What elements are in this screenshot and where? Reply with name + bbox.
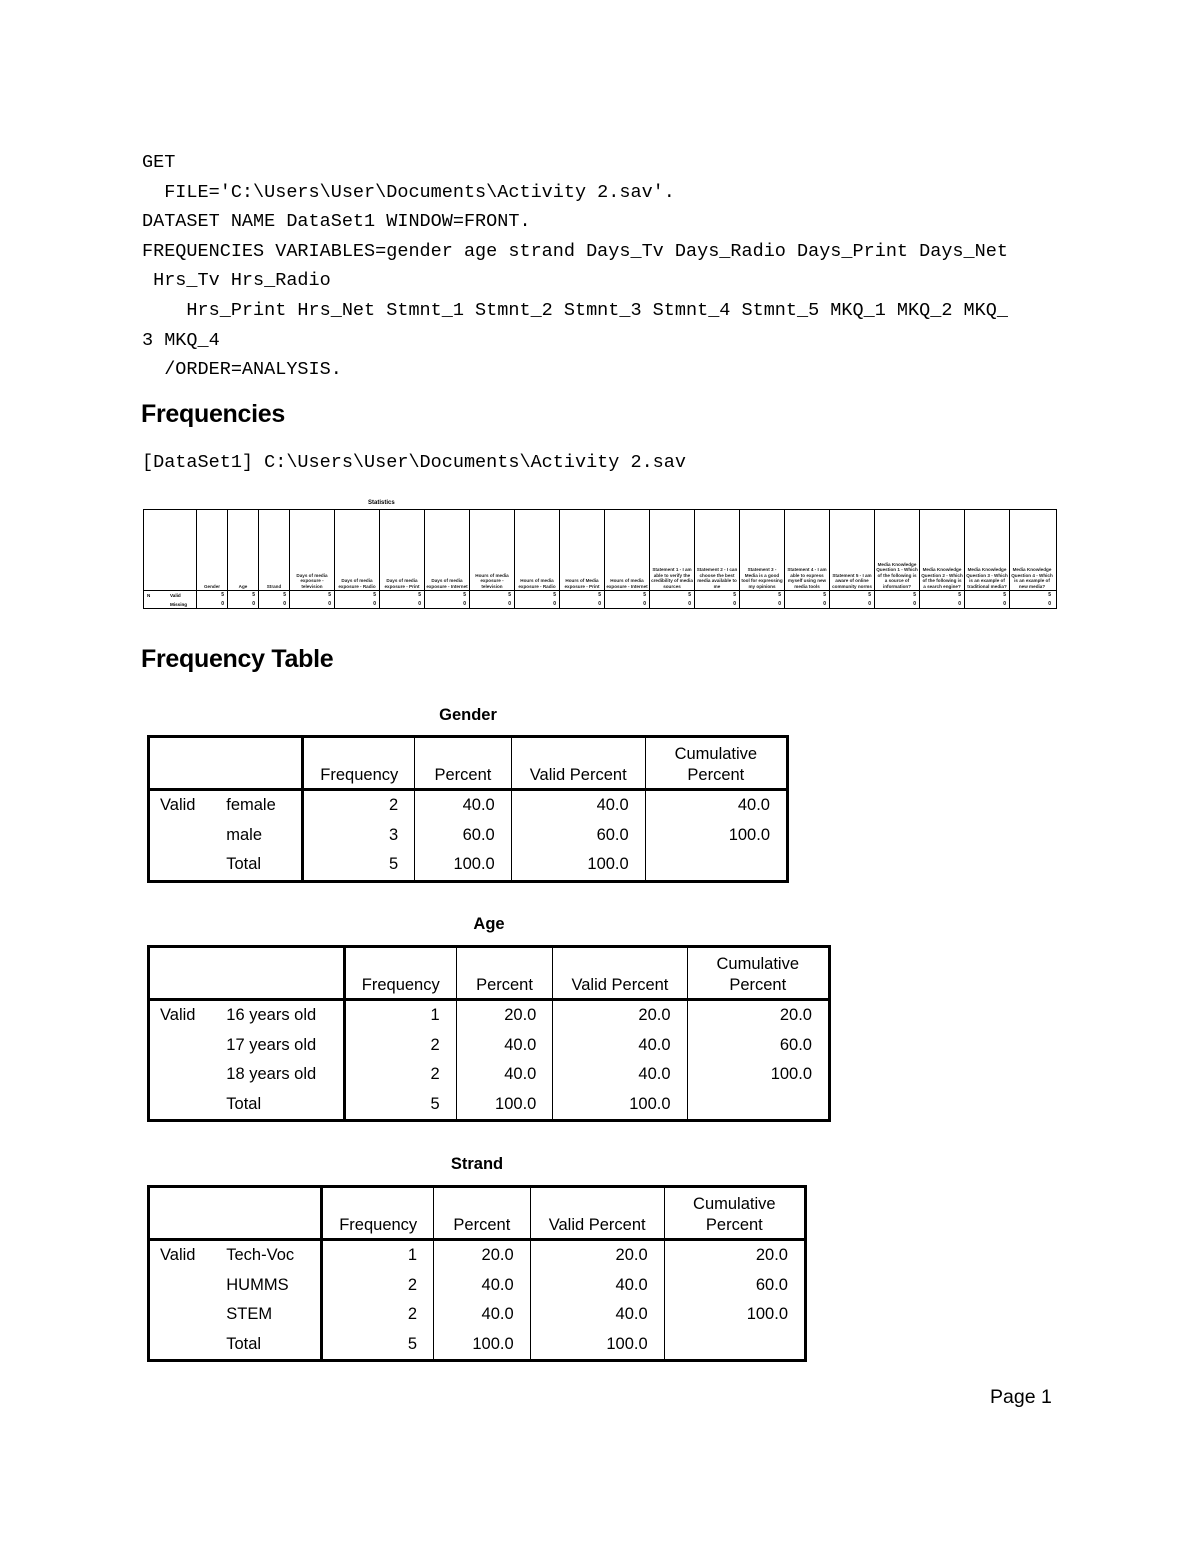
percent-header: Percent <box>434 1187 531 1240</box>
statistics-missing-value: 0 <box>913 601 916 607</box>
statistics-column <box>874 510 919 608</box>
statistics-column <box>514 510 559 608</box>
table-row: Valid 16 years old 1 20.0 20.0 20.0 <box>149 1000 830 1031</box>
statistics-missing-value: 0 <box>643 601 646 607</box>
valid-label: Valid <box>160 1006 196 1025</box>
statistics-valid-value: 5 <box>823 592 826 598</box>
syntax-line: Hrs_Print Hrs_Net Stmnt_1 Stmnt_2 Stmnt_3 Stmnt_4 Stmnt_5 MKQ_1 MKQ_2 MKQ_ <box>142 299 1008 321</box>
page-number: Page 1 <box>990 1386 1052 1408</box>
statistics-column <box>559 510 604 608</box>
statistics-valid-value: 5 <box>418 592 421 598</box>
table-row: Valid Tech-Voc 1 20.0 20.0 20.0 <box>149 1240 806 1271</box>
statistics-column-header: Days of media exposure - Internet <box>426 578 468 589</box>
statistics-column <box>739 510 784 608</box>
statistics-column-header: Gender <box>203 583 221 589</box>
table-row: Total 5 100.0 100.0 <box>149 850 788 881</box>
gender-table-title: Gender <box>439 706 497 724</box>
syntax-line: FILE='C:\Users\User\Documents\Activity 2.sav'. <box>142 181 675 203</box>
strand-table-title: Strand <box>450 1155 504 1173</box>
statistics-column-header: Statement 3 - Media is a good tool for expressing my opinions <box>741 567 783 589</box>
age-table-title: Age <box>473 915 505 933</box>
statistics-missing-value: 0 <box>688 601 691 607</box>
table-row: Total 5 100.0 100.0 <box>149 1330 806 1361</box>
table-row: 17 years old 2 40.0 40.0 60.0 <box>149 1031 830 1061</box>
frequency-header: Frequency <box>344 947 456 1000</box>
statistics-valid-value: 5 <box>643 592 646 598</box>
statistics-column <box>258 510 289 608</box>
table-header-row <box>149 737 788 790</box>
cumulative-percent-header: Cumulative Percent <box>687 947 829 1000</box>
statistics-missing-value: 0 <box>553 601 556 607</box>
statistics-valid-value: 5 <box>868 592 871 598</box>
statistics-row-n: N <box>147 593 151 598</box>
dataset-line: [DataSet1] C:\Users\User\Documents\Activity 2.sav <box>142 452 686 473</box>
statistics-caption: Statistics <box>368 500 395 506</box>
row-label: 16 years old <box>218 1000 344 1031</box>
statistics-column-header: Media Knowledge Question 2 - Which of the following is a search engine? <box>921 567 963 589</box>
row-label: female <box>218 790 303 821</box>
statistics-missing-value: 0 <box>418 601 421 607</box>
valid-percent-header: Valid Percent <box>530 1187 664 1240</box>
statistics-valid-value: 5 <box>553 592 556 598</box>
statistics-table <box>143 509 1057 609</box>
statistics-column <box>334 510 379 608</box>
row-label: HUMMS <box>218 1271 322 1301</box>
statistics-valid-value: 5 <box>913 592 916 598</box>
statistics-column <box>469 510 514 608</box>
row-label: Total <box>218 1330 322 1361</box>
statistics-valid-value: 5 <box>733 592 736 598</box>
statistics-column-header: Statement 2 - I can choose the best media available to me <box>696 567 738 589</box>
statistics-valid-value: 5 <box>598 592 601 598</box>
statistics-column-header: Statement 4 - I am able to express myself using new media tools <box>787 567 827 589</box>
statistics-missing-value: 0 <box>328 601 331 607</box>
statistics-column <box>379 510 424 608</box>
statistics-missing-value: 0 <box>252 601 255 607</box>
statistics-column <box>604 510 649 608</box>
statistics-column-header: Days of media exposure - Print <box>384 578 420 589</box>
statistics-missing-value: 0 <box>733 601 736 607</box>
statistics-column-header: Statement 1 - I am able to verify the credibility of media sources <box>651 567 693 589</box>
table-row: 18 years old 2 40.0 40.0 100.0 <box>149 1060 830 1090</box>
statistics-missing-value: 0 <box>463 601 466 607</box>
statistics-column <box>964 510 1009 608</box>
statistics-column <box>424 510 469 608</box>
statistics-missing-value: 0 <box>283 601 286 607</box>
statistics-valid-value: 5 <box>1048 592 1051 598</box>
syntax-line: Hrs_Tv Hrs_Radio <box>142 270 331 292</box>
statistics-valid-value: 5 <box>221 592 224 598</box>
statistics-column-header: Media Knowledge Question 4 - Which is an example of new media? <box>1011 567 1053 589</box>
statistics-column-header: Hours of media exposure - Internet <box>606 578 648 589</box>
row-label: Total <box>218 1090 344 1121</box>
statistics-valid-value: 5 <box>328 592 331 598</box>
statistics-column-header: Statement 5 - I am aware of online community norms <box>832 572 872 589</box>
table-row: male 3 60.0 60.0 100.0 <box>149 821 788 851</box>
statistics-column-header: Strand <box>266 583 282 589</box>
statistics-missing-value: 0 <box>958 601 961 607</box>
statistics-column <box>1009 510 1054 608</box>
frequencies-heading: Frequencies <box>141 400 285 428</box>
statistics-row-valid: Valid <box>170 593 181 598</box>
syntax-line: 3 MKQ_4 <box>142 329 220 351</box>
statistics-valid-value: 5 <box>463 592 466 598</box>
statistics-column-header: Media Knowledge Question 3 - Which is an example of traditional media? <box>966 567 1008 589</box>
statistics-valid-value: 5 <box>1003 592 1006 598</box>
syntax-line: DATASET NAME DataSet1 WINDOW=FRONT. <box>142 211 531 233</box>
statistics-column <box>196 510 227 608</box>
syntax-block <box>142 148 1132 385</box>
statistics-column-header: Hours of media exposure - Radio <box>518 578 556 589</box>
frequency-table-heading: Frequency Table <box>141 645 334 673</box>
cumulative-percent-header: Cumulative Percent <box>645 737 787 790</box>
table-row: Valid female 2 40.0 40.0 40.0 <box>149 790 788 821</box>
statistics-column <box>694 510 739 608</box>
statistics-missing-value: 0 <box>221 601 224 607</box>
valid-label: Valid <box>160 1246 196 1265</box>
row-label: 18 years old <box>218 1060 344 1090</box>
cumulative-percent-header: Cumulative Percent <box>664 1187 805 1240</box>
statistics-valid-value: 5 <box>688 592 691 598</box>
age-frequency-table <box>147 945 831 1122</box>
statistics-column <box>227 510 258 608</box>
row-label: STEM <box>218 1300 322 1330</box>
row-label: 17 years old <box>218 1031 344 1061</box>
statistics-column-header: Days of media exposure - television <box>296 572 328 589</box>
statistics-column-header: Media Knowledge Question 1 - Which of the following is a source of information? <box>876 561 918 589</box>
statistics-valid-value: 5 <box>252 592 255 598</box>
statistics-valid-value: 5 <box>778 592 781 598</box>
row-label: male <box>218 821 303 851</box>
statistics-missing-value: 0 <box>1048 601 1051 607</box>
table-row: STEM 2 40.0 40.0 100.0 <box>149 1300 806 1330</box>
valid-percent-header: Valid Percent <box>511 737 645 790</box>
table-row: Total 5 100.0 100.0 <box>149 1090 830 1121</box>
statistics-column-header: Age <box>238 583 248 589</box>
statistics-missing-value: 0 <box>598 601 601 607</box>
valid-percent-header: Valid Percent <box>553 947 687 1000</box>
statistics-missing-value: 0 <box>778 601 781 607</box>
row-label: Tech-Voc <box>218 1240 322 1271</box>
statistics-column <box>784 510 829 608</box>
percent-header: Percent <box>456 947 553 1000</box>
statistics-column <box>289 510 334 608</box>
row-label: Total <box>218 850 303 881</box>
statistics-row-missing: Missing <box>170 602 188 607</box>
gender-frequency-table <box>147 735 789 883</box>
syntax-line: FREQUENCIES VARIABLES=gender age strand Days_Tv Days_Radio Days_Print Days_Net <box>142 240 1008 262</box>
statistics-valid-value: 5 <box>373 592 376 598</box>
syntax-line: /ORDER=ANALYSIS. <box>142 359 342 381</box>
table-row: HUMMS 2 40.0 40.0 60.0 <box>149 1271 806 1301</box>
statistics-valid-value: 5 <box>958 592 961 598</box>
table-header-row <box>149 1187 806 1240</box>
statistics-column-header: Days of media exposure - Radio <box>338 578 376 589</box>
statistics-missing-value: 0 <box>373 601 376 607</box>
statistics-column <box>649 510 694 608</box>
statistics-missing-value: 0 <box>1003 601 1006 607</box>
statistics-missing-value: 0 <box>868 601 871 607</box>
statistics-missing-value: 0 <box>508 601 511 607</box>
statistics-column-header: Hours of Media exposure - Print <box>564 578 600 589</box>
statistics-valid-value: 5 <box>283 592 286 598</box>
statistics-column <box>919 510 964 608</box>
frequency-header: Frequency <box>303 737 415 790</box>
percent-header: Percent <box>415 737 512 790</box>
strand-frequency-table <box>147 1185 807 1362</box>
frequency-header: Frequency <box>322 1187 434 1240</box>
statistics-missing-value: 0 <box>823 601 826 607</box>
valid-label: Valid <box>160 796 196 815</box>
statistics-column <box>829 510 874 608</box>
syntax-line: GET <box>142 152 176 173</box>
statistics-valid-value: 5 <box>508 592 511 598</box>
statistics-column-header: Hours of media exposure - television <box>475 572 509 589</box>
table-header-row <box>149 947 830 1000</box>
